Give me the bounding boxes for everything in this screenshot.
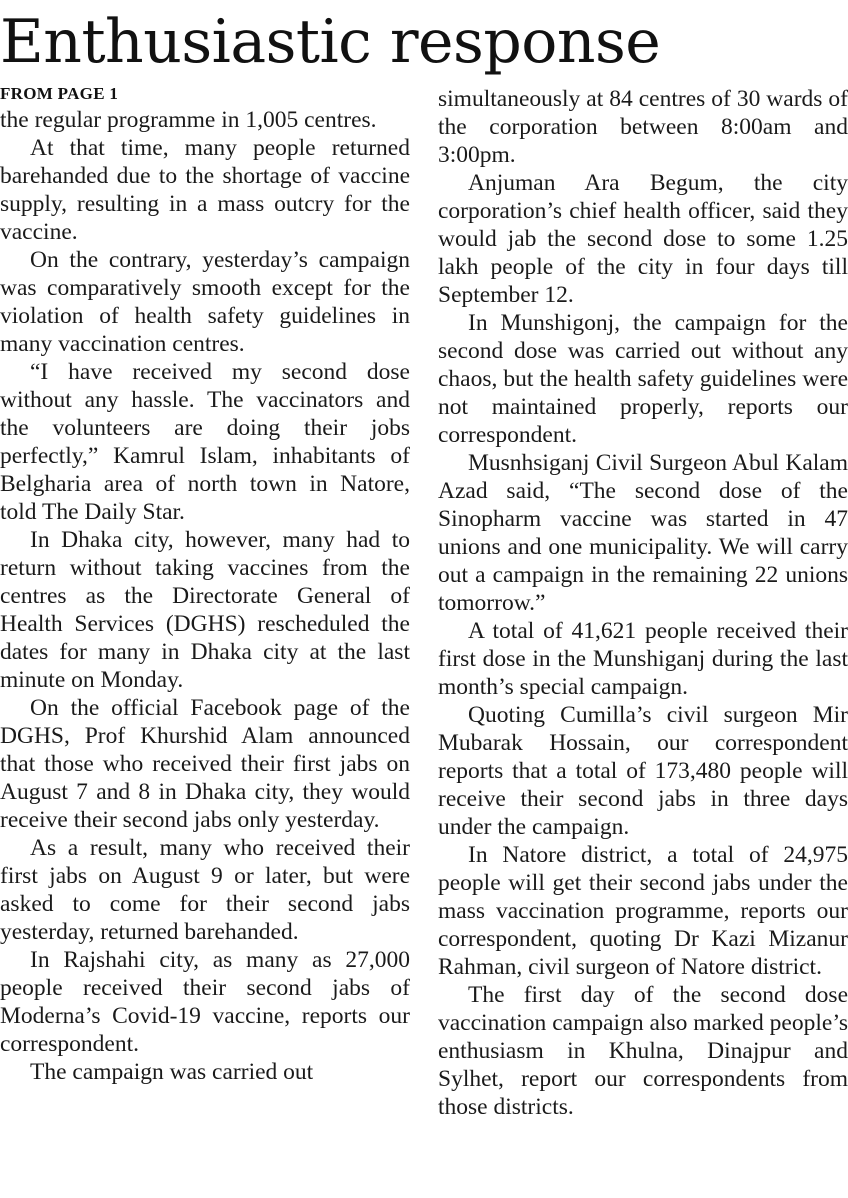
paragraph: In Natore district, a total of 24,975 people will get their second jabs under the mass vaccination programme, reports our correspondent, quoting Dr Kazi Mizanur Rahman, civil surgeon of Natore district. [438,842,848,980]
paragraph: The first day of the second dose vaccination campaign also marked people’s enthusiasm in Khulna, Dinajpur and Sylhet, report our correspondents from those districts. [438,982,848,1120]
paragraph: Anjuman Ara Begum, the city corporation’s chief health officer, said they would jab the second dose to some 1.25 lakh people of the city in four days till September 12. [438,170,848,308]
paragraph: In Munshigonj, the campaign for the second dose was carried out without any chaos, but the health safety guidelines were not maintained properly, reports our correspondent. [438,310,848,448]
paragraph: In Rajshahi city, as many as 27,000 people received their second jabs of Moderna’s Covid-19 vaccine, reports our correspondent. [0,947,410,1057]
paragraph: “I have received my second dose without any hassle. The vaccinators and the volunteers are doing their jobs perfectly,” Kamrul Islam, inhabitants of Belgharia area of north town in Natore, told The Daily Star. [0,359,410,525]
paragraph: A total of 41,621 people received their first dose in the Munshiganj during the last month’s special campaign. [438,618,848,700]
article-column-right [438,85,848,1195]
paragraph: Quoting Cumilla’s civil surgeon Mir Mubarak Hossain, our correspondent reports that a total of 173,480 people will receive their second jabs in three days under the campaign. [438,702,848,840]
paragraph: On the contrary, yesterday’s campaign was comparatively smooth except for the violation of health safety guidelines in many vaccination centres. [0,247,410,357]
paragraph: Musnhsiganj Civil Surgeon Abul Kalam Azad said, “The second dose of the Sinopharm vaccine was started in 47 unions and one municipality. We will carry out a campaign in the remaining 22 unions tomorrow.” [438,450,848,616]
paragraph: In Dhaka city, however, many had to return without taking vaccines from the centres as the Directorate General of Health Services (DGHS) rescheduled the dates for many in Dhaka city at the last minute on Monday. [0,527,410,693]
paragraph: At that time, many people returned barehanded due to the shortage of vaccine supply, resulting in a mass outcry for the vaccine. [0,135,410,245]
paragraph: The campaign was carried out [30,1059,314,1085]
article-column-left [0,106,410,1196]
paragraph: the regular programme in 1,005 centres. [0,107,377,133]
headline: Enthusiastic response [0,7,661,77]
paragraph: As a result, many who received their first jabs on August 9 or later, but were asked to come for their second jabs yesterday, returned barehanded. [0,835,410,945]
paragraph: simultaneously at 84 centres of 30 wards of the corporation between 8:00am and 3:00pm. [438,86,848,168]
continuation-label: FROM PAGE 1 [0,84,119,103]
paragraph: On the official Facebook page of the DGHS, Prof Khurshid Alam announced that those who received their first jabs on August 7 and 8 in Dhaka city, they would receive their second jabs only yesterday. [0,695,410,833]
